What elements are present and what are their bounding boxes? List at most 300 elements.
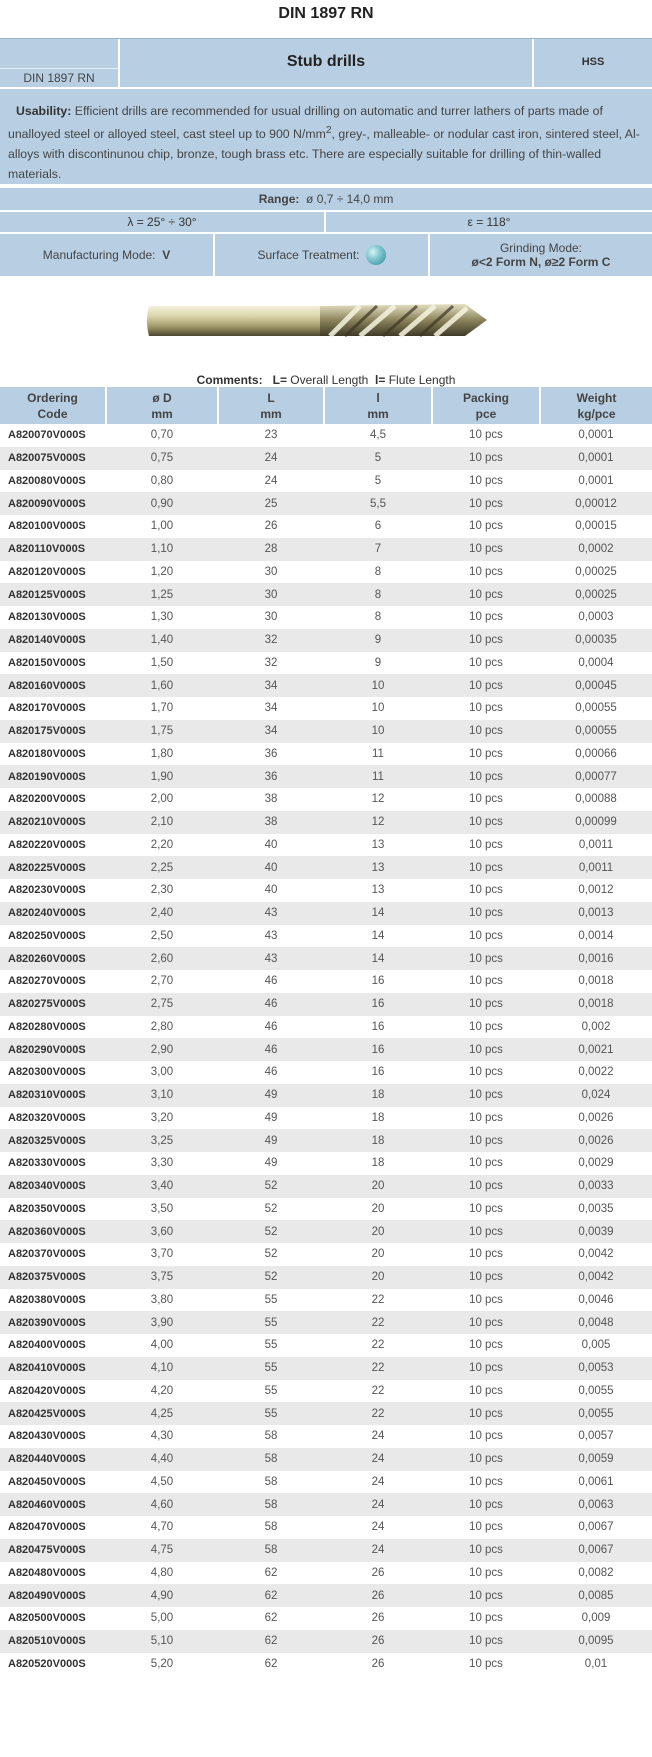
table-cell: 0,0053: [540, 1357, 652, 1380]
table-cell: 0,80: [106, 470, 218, 493]
table-cell: 3,25: [106, 1129, 218, 1152]
table-row: [0, 1630, 652, 1653]
table-cell: 0,0004: [540, 652, 652, 675]
table-cell: 26: [324, 1584, 432, 1607]
table-cell: 52: [218, 1243, 324, 1266]
table-row: [0, 834, 652, 857]
column-header-line: mm: [260, 406, 282, 421]
table-row: [0, 629, 652, 652]
table-cell: 0,0095: [540, 1630, 652, 1653]
table-row: [0, 1425, 652, 1448]
table-cell: 0,0057: [540, 1425, 652, 1448]
table-cell: 16: [324, 970, 432, 993]
flute-length-symbol: l=: [375, 373, 386, 387]
table-cell: 40: [218, 879, 324, 902]
table-cell: 3,40: [106, 1175, 218, 1198]
table-row: [0, 1357, 652, 1380]
table-cell: 10 pcs: [432, 765, 540, 788]
table-row: [0, 788, 652, 811]
table-cell: 10 pcs: [432, 1630, 540, 1653]
table-cell: 11: [324, 765, 432, 788]
table-cell: 10 pcs: [432, 447, 540, 470]
table-cell: 0,005: [540, 1334, 652, 1357]
table-cell: 0,0026: [540, 1129, 652, 1152]
table-cell: A820200V000S: [0, 788, 106, 811]
table-cell: 10 pcs: [432, 834, 540, 857]
table-cell: 30: [218, 561, 324, 584]
table-cell: A820275V000S: [0, 993, 106, 1016]
table-cell: 55: [218, 1402, 324, 1425]
table-cell: 10 pcs: [432, 811, 540, 834]
table-cell: 58: [218, 1471, 324, 1494]
table-cell: 24: [324, 1425, 432, 1448]
table-cell: 5: [324, 470, 432, 493]
table-cell: 52: [218, 1220, 324, 1243]
table-cell: 55: [218, 1311, 324, 1334]
table-cell: 10 pcs: [432, 993, 540, 1016]
table-cell: 0,00066: [540, 743, 652, 766]
table-cell: A820470V000S: [0, 1516, 106, 1539]
table-cell: 0,0035: [540, 1198, 652, 1221]
table-cell: 9: [324, 629, 432, 652]
table-cell: 14: [324, 925, 432, 948]
table-cell: 10 pcs: [432, 1448, 540, 1471]
table-cell: 10 pcs: [432, 492, 540, 515]
table-cell: 10 pcs: [432, 788, 540, 811]
table-cell: 1,00: [106, 515, 218, 538]
table-cell: 10 pcs: [432, 561, 540, 584]
table-row: [0, 492, 652, 515]
table-cell: 10 pcs: [432, 1107, 540, 1130]
table-cell: 10 pcs: [432, 1175, 540, 1198]
table-cell: 52: [218, 1266, 324, 1289]
table-row: [0, 1175, 652, 1198]
table-row: [0, 697, 652, 720]
table-cell: 1,40: [106, 629, 218, 652]
usability-superscript: 2: [325, 125, 332, 136]
table-cell: 0,0082: [540, 1562, 652, 1585]
column-header: [540, 387, 652, 424]
table-cell: 46: [218, 970, 324, 993]
table-cell: 0,70: [106, 424, 218, 447]
table-cell: 58: [218, 1516, 324, 1539]
table-cell: 0,01: [540, 1653, 652, 1676]
table-cell: 0,00055: [540, 720, 652, 743]
table-cell: 46: [218, 1038, 324, 1061]
table-row: [0, 947, 652, 970]
manufacturing-value: V: [162, 248, 171, 262]
table-cell: 16: [324, 1038, 432, 1061]
table-cell: 10 pcs: [432, 470, 540, 493]
column-header-line: mm: [367, 406, 389, 421]
table-cell: A820420V000S: [0, 1380, 106, 1403]
table-row: [0, 720, 652, 743]
table-cell: A820270V000S: [0, 970, 106, 993]
table-cell: A820240V000S: [0, 902, 106, 925]
table-cell: 10 pcs: [432, 1289, 540, 1312]
table-cell: 10 pcs: [432, 1607, 540, 1630]
table-row: [0, 1493, 652, 1516]
table-cell: 55: [218, 1380, 324, 1403]
table-cell: 10 pcs: [432, 1243, 540, 1266]
table-cell: 10 pcs: [432, 925, 540, 948]
table-cell: 10 pcs: [432, 1539, 540, 1562]
table-cell: 36: [218, 743, 324, 766]
surface-treatment: [215, 234, 430, 276]
table-cell: 4,30: [106, 1425, 218, 1448]
overall-length-desc: Overall Length: [286, 373, 372, 387]
table-cell: 0,0003: [540, 606, 652, 629]
table-cell: 16: [324, 1061, 432, 1084]
table-row: [0, 561, 652, 584]
table-row: [0, 470, 652, 493]
table-cell: 10 pcs: [432, 652, 540, 675]
table-cell: 10 pcs: [432, 970, 540, 993]
table-cell: 1,90: [106, 765, 218, 788]
table-row: [0, 1402, 652, 1425]
table-cell: A820370V000S: [0, 1243, 106, 1266]
table-cell: 20: [324, 1243, 432, 1266]
table-cell: 38: [218, 788, 324, 811]
column-header-line: mm: [151, 406, 173, 421]
table-cell: 0,0042: [540, 1243, 652, 1266]
table-cell: A820080V000S: [0, 470, 106, 493]
table-cell: 52: [218, 1198, 324, 1221]
table-cell: 62: [218, 1607, 324, 1630]
table-cell: 13: [324, 834, 432, 857]
table-cell: A820075V000S: [0, 447, 106, 470]
table-cell: 10 pcs: [432, 538, 540, 561]
table-cell: 0,0026: [540, 1107, 652, 1130]
table-cell: 2,75: [106, 993, 218, 1016]
table-row: [0, 1129, 652, 1152]
table-cell: 0,0059: [540, 1448, 652, 1471]
table-cell: A820425V000S: [0, 1402, 106, 1425]
table-cell: 10 pcs: [432, 1311, 540, 1334]
grinding-label: Grinding Mode:: [499, 241, 583, 255]
table-cell: 0,00045: [540, 674, 652, 697]
table-cell: A820325V000S: [0, 1129, 106, 1152]
table-row: [0, 1016, 652, 1039]
table-cell: 10 pcs: [432, 606, 540, 629]
table-cell: 0,0013: [540, 902, 652, 925]
table-cell: A820070V000S: [0, 424, 106, 447]
table-cell: 10 pcs: [432, 674, 540, 697]
table-cell: 10 pcs: [432, 1653, 540, 1676]
table-row: [0, 424, 652, 447]
table-cell: 40: [218, 834, 324, 857]
table-row: [0, 879, 652, 902]
table-cell: 0,75: [106, 447, 218, 470]
table-cell: 0,0046: [540, 1289, 652, 1312]
table-cell: 1,80: [106, 743, 218, 766]
table-cell: 43: [218, 925, 324, 948]
table-cell: 3,60: [106, 1220, 218, 1243]
table-cell: 4,40: [106, 1448, 218, 1471]
range-label: Range:: [258, 192, 300, 206]
table-cell: 2,50: [106, 925, 218, 948]
table-cell: 18: [324, 1152, 432, 1175]
table-row: [0, 652, 652, 675]
table-cell: 0,0063: [540, 1493, 652, 1516]
range-value: ø 0,7 ÷ 14,0 mm: [306, 192, 394, 206]
table-row: [0, 1562, 652, 1585]
table-cell: A820120V000S: [0, 561, 106, 584]
table-cell: A820110V000S: [0, 538, 106, 561]
table-cell: 52: [218, 1175, 324, 1198]
table-cell: 10 pcs: [432, 1402, 540, 1425]
table-cell: 4,25: [106, 1402, 218, 1425]
table-cell: 0,0085: [540, 1584, 652, 1607]
table-cell: 49: [218, 1107, 324, 1130]
table-cell: 13: [324, 879, 432, 902]
table-row: [0, 1038, 652, 1061]
table-cell: 1,70: [106, 697, 218, 720]
table-cell: A820520V000S: [0, 1653, 106, 1676]
table-row: [0, 1107, 652, 1130]
table-cell: 6: [324, 515, 432, 538]
table-row: [0, 1243, 652, 1266]
table-cell: 10: [324, 674, 432, 697]
table-cell: 0,0001: [540, 447, 652, 470]
table-cell: A820250V000S: [0, 925, 106, 948]
table-cell: 20: [324, 1266, 432, 1289]
table-cell: 4,90: [106, 1584, 218, 1607]
table-cell: 32: [218, 652, 324, 675]
table-cell: 49: [218, 1129, 324, 1152]
table-cell: 0,024: [540, 1084, 652, 1107]
table-cell: 34: [218, 674, 324, 697]
table-cell: 2,70: [106, 970, 218, 993]
table-cell: 10 pcs: [432, 947, 540, 970]
table-cell: 0,0018: [540, 970, 652, 993]
table-cell: 3,50: [106, 1198, 218, 1221]
table-cell: 1,10: [106, 538, 218, 561]
table-cell: 4,70: [106, 1516, 218, 1539]
angles-row: [0, 212, 652, 232]
table-cell: 0,0014: [540, 925, 652, 948]
table-cell: 3,80: [106, 1289, 218, 1312]
flute-length-desc: Flute Length: [385, 373, 456, 387]
table-cell: 20: [324, 1175, 432, 1198]
manufacturing-label: Manufacturing Mode:: [42, 248, 156, 262]
column-header-line: ø D: [152, 390, 172, 405]
table-row: [0, 1084, 652, 1107]
table-cell: 10 pcs: [432, 743, 540, 766]
table-row: [0, 1516, 652, 1539]
table-cell: 10 pcs: [432, 1562, 540, 1585]
table-cell: 10 pcs: [432, 515, 540, 538]
table-cell: 0,0055: [540, 1380, 652, 1403]
material-label: HSS: [534, 39, 652, 87]
header-row: [0, 387, 652, 424]
table-cell: A820140V000S: [0, 629, 106, 652]
table-cell: 0,0042: [540, 1266, 652, 1289]
table-cell: 2,60: [106, 947, 218, 970]
table-cell: 7: [324, 538, 432, 561]
table-row: [0, 515, 652, 538]
table-cell: A820475V000S: [0, 1539, 106, 1562]
product-name: Stub drills: [120, 39, 534, 87]
table-row: [0, 447, 652, 470]
table-cell: 24: [218, 447, 324, 470]
table-cell: 22: [324, 1380, 432, 1403]
table-cell: A820125V000S: [0, 583, 106, 606]
surface-treatment-sphere-icon: [366, 245, 386, 265]
table-cell: 22: [324, 1402, 432, 1425]
table-cell: 10 pcs: [432, 697, 540, 720]
table-cell: 30: [218, 606, 324, 629]
table-row: [0, 1198, 652, 1221]
usability-section: [0, 89, 652, 184]
table-cell: 2,25: [106, 856, 218, 879]
column-header: [0, 387, 106, 424]
table-cell: A820410V000S: [0, 1357, 106, 1380]
table-cell: 26: [324, 1653, 432, 1676]
table-row: [0, 1607, 652, 1630]
table-row: [0, 902, 652, 925]
table-cell: 62: [218, 1584, 324, 1607]
usability-text-a: Efficient drills are recommended for usual drilling on automatic and turrer lathers of parts made of unalloyed steel or alloyed steel, cast steel up to 900 N/mm: [8, 104, 603, 142]
table-cell: 10 pcs: [432, 1061, 540, 1084]
table-header: [0, 387, 652, 424]
table-cell: 1,75: [106, 720, 218, 743]
table-cell: 62: [218, 1653, 324, 1676]
table-cell: A820460V000S: [0, 1493, 106, 1516]
table-cell: 4,20: [106, 1380, 218, 1403]
table-cell: A820280V000S: [0, 1016, 106, 1039]
table-cell: A820320V000S: [0, 1107, 106, 1130]
table-cell: 10 pcs: [432, 1220, 540, 1243]
table-cell: 40: [218, 856, 324, 879]
table-cell: 62: [218, 1630, 324, 1653]
table-cell: 10 pcs: [432, 1266, 540, 1289]
table-cell: 22: [324, 1334, 432, 1357]
table-cell: 1,25: [106, 583, 218, 606]
drill-image-area: [0, 276, 652, 373]
table-cell: 3,00: [106, 1061, 218, 1084]
table-cell: 10 pcs: [432, 1129, 540, 1152]
table-cell: 2,00: [106, 788, 218, 811]
table-row: [0, 606, 652, 629]
table-cell: 1,20: [106, 561, 218, 584]
table-cell: A820100V000S: [0, 515, 106, 538]
range-row: [0, 188, 652, 210]
table-cell: 0,0001: [540, 470, 652, 493]
table-cell: 0,00055: [540, 697, 652, 720]
table-cell: 4,10: [106, 1357, 218, 1380]
standard-code-cell: [0, 39, 120, 87]
table-cell: 14: [324, 947, 432, 970]
table-cell: 10: [324, 697, 432, 720]
table-cell: 0,002: [540, 1016, 652, 1039]
table-cell: 43: [218, 902, 324, 925]
table-cell: A820300V000S: [0, 1061, 106, 1084]
table-cell: A820220V000S: [0, 834, 106, 857]
table-row: [0, 1653, 652, 1676]
column-header-line: Packing: [462, 390, 510, 405]
table-cell: 0,0016: [540, 947, 652, 970]
table-cell: 0,0021: [540, 1038, 652, 1061]
table-cell: 26: [324, 1607, 432, 1630]
table-cell: 24: [324, 1493, 432, 1516]
column-header-line: Ordering: [27, 390, 78, 405]
table-cell: 10 pcs: [432, 1493, 540, 1516]
table-row: [0, 1266, 652, 1289]
table-cell: 5,10: [106, 1630, 218, 1653]
table-cell: A820340V000S: [0, 1175, 106, 1198]
table-cell: 3,10: [106, 1084, 218, 1107]
column-header: [218, 387, 324, 424]
table-cell: 28: [218, 538, 324, 561]
table-cell: A820350V000S: [0, 1198, 106, 1221]
table-cell: 32: [218, 629, 324, 652]
products-table: [0, 387, 652, 1675]
table-cell: 22: [324, 1311, 432, 1334]
table-row: [0, 1471, 652, 1494]
table-cell: 4,60: [106, 1493, 218, 1516]
table-cell: 49: [218, 1152, 324, 1175]
table-cell: 0,00025: [540, 583, 652, 606]
table-cell: A820310V000S: [0, 1084, 106, 1107]
table-cell: A820170V000S: [0, 697, 106, 720]
table-cell: 0,00025: [540, 561, 652, 584]
table-cell: 43: [218, 947, 324, 970]
table-cell: A820450V000S: [0, 1471, 106, 1494]
table-cell: 34: [218, 697, 324, 720]
page-title: DIN 1897 RN: [278, 5, 374, 22]
table-cell: 58: [218, 1425, 324, 1448]
table-cell: 62: [218, 1562, 324, 1585]
table-cell: 0,0011: [540, 834, 652, 857]
table-row: [0, 1152, 652, 1175]
table-row: [0, 765, 652, 788]
table-cell: 55: [218, 1334, 324, 1357]
table-cell: A820390V000S: [0, 1311, 106, 1334]
table-cell: 18: [324, 1129, 432, 1152]
table-cell: 10 pcs: [432, 424, 540, 447]
table-cell: 1,60: [106, 674, 218, 697]
helix-angle: λ = 25° ÷ 30°: [0, 212, 326, 232]
comments-label: Comments:: [196, 373, 263, 387]
table-cell: 30: [218, 583, 324, 606]
table-cell: 10 pcs: [432, 1334, 540, 1357]
table-cell: 12: [324, 788, 432, 811]
table-cell: 23: [218, 424, 324, 447]
table-cell: 13: [324, 856, 432, 879]
table-cell: A820175V000S: [0, 720, 106, 743]
manufacturing-mode: [0, 234, 215, 276]
table-cell: 3,20: [106, 1107, 218, 1130]
table-cell: 3,70: [106, 1243, 218, 1266]
table-cell: 3,75: [106, 1266, 218, 1289]
table-cell: 10 pcs: [432, 1198, 540, 1221]
table-cell: 22: [324, 1289, 432, 1312]
table-cell: 9: [324, 652, 432, 675]
table-cell: 25: [218, 492, 324, 515]
table-cell: A820290V000S: [0, 1038, 106, 1061]
table-cell: A820400V000S: [0, 1334, 106, 1357]
column-header-line: Weight: [576, 390, 617, 405]
table-cell: 3,90: [106, 1311, 218, 1334]
table-cell: A820090V000S: [0, 492, 106, 515]
table-cell: 2,20: [106, 834, 218, 857]
table-cell: A820490V000S: [0, 1584, 106, 1607]
table-cell: 0,0001: [540, 424, 652, 447]
table-cell: 5,00: [106, 1607, 218, 1630]
table-cell: 0,00077: [540, 765, 652, 788]
table-cell: 0,00012: [540, 492, 652, 515]
